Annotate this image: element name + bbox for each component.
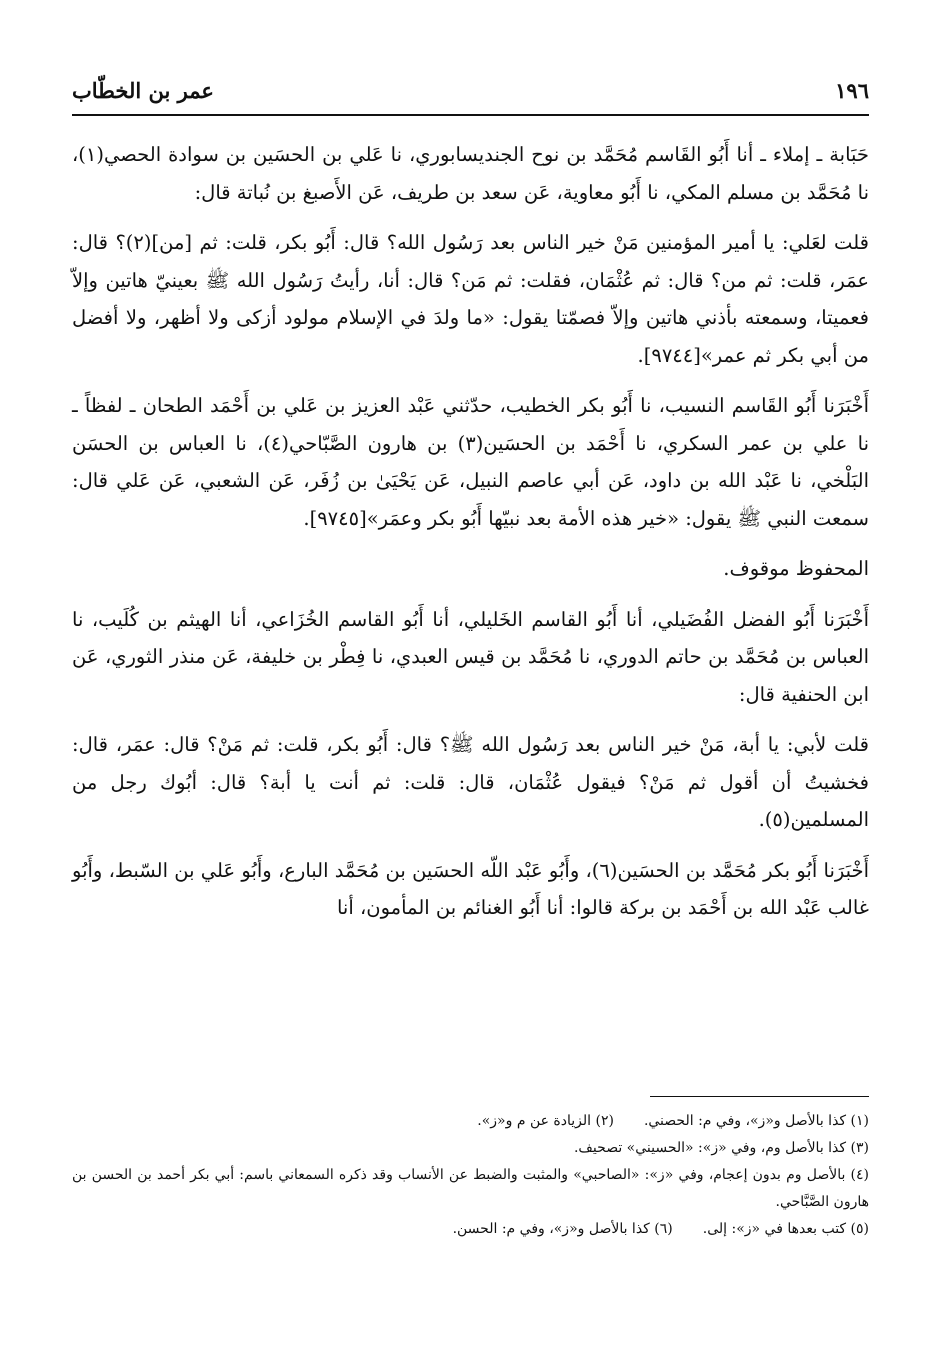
- paragraph-5: أَخْبَرَنا أَبُو الفضل الفُضَيلي، أنا أَبُو القاسم الخَليلي، أنا أَبُو القاسم الخُزَاعي، أنا الهيثم بن كُلَيب، نا العباس بن مُحَمَّد بن حاتم الدوري، نا مُحَمَّد بن قيس العبدي، نا فِطْر بن خليفة، عَن منذر الثوري، عَن ابن الحنفية قال:: [72, 607, 869, 706]
- paragraph-6: قلت لأبي: يا أبة، مَنْ خير الناس بعد رَسُول الله ﷺ؟ قال: أَبُو بكر، قلت: ثم مَنْ؟ قال: عمَر، قال: فخشيتُ أن أقول ثم مَنْ؟ فيقول عُثْمَان، قال: قلت: ثم أنت يا أبة؟ قال: أبُوك رجل من المسلمين(٥).: [72, 733, 869, 831]
- footnote-row: [72, 1162, 869, 1216]
- footnote-4: (٤) بالأصل وم بدون إعجام، وفي «ز»: «الصاحبي» والمثبت والضبط عن الأنساب وقد ذكره السمعاني باسم: أبي بكر أحمد بن الحسن بن هارون الصَّبَّاحي.: [72, 1167, 869, 1210]
- footnote-row: [72, 1135, 869, 1162]
- paragraph-3: أَخْبَرَنا أَبُو القَاسم النسيب، نا أَبُو بكر الخطيب، حدّثني عَبْد العزيز بن عَلي بن أَحْمَد الطحان ـ لفظاً ـ نا علي بن عمر السكري، نا أَحْمَد بن الحسَين(٣) بن هارون الصَّبّاحي(٤)، نا العباس بن الحسَن البَلْخي، نا عَبْد الله بن داود، عَن أبي عاصم النبيل، عَن يَحْيَىٰ بن زُفَر، عَن الشعبي، عَن عَلي قال: سمعت النبي ﷺ يقول: «خير هذه الأمة بعد نبيّها أَبُو بكر وعمَر»[٩٧٤٥].: [72, 394, 869, 530]
- footnote-row: [72, 1108, 869, 1135]
- page-header: [72, 70, 869, 110]
- header-divider: [72, 114, 869, 116]
- footnote-6: (٦) كذا بالأصل و«ز»، وفي م: الحسن.: [452, 1221, 673, 1237]
- running-title: عمر بن الخطّاب: [72, 77, 214, 103]
- paragraph-4: المحفوظ موقوف.: [723, 557, 869, 580]
- footnote-2: (٢) الزيادة عن م و«ز».: [477, 1113, 614, 1129]
- footnote-5: (٥) كتب بعدها في «ز»: إلى.: [702, 1221, 869, 1237]
- paragraph-1: حَبَابة ـ إملاء ـ أنا أَبُو القَاسم مُحَمَّد بن نوح الجنديسابوري، نا عَلي بن الحسَين بن سوادة الحصي(١)، نا مُحَمَّد بن مسلم المكي، نا أَبُو معاوية، عَن سعد بن طريف، عَن الأَصبغ بن نُباتة قال:: [72, 143, 869, 204]
- footnote-divider: [650, 1096, 869, 1097]
- page-number: ١٩٦: [835, 77, 869, 103]
- footnote-row: [72, 1216, 869, 1243]
- footnotes: [72, 1108, 869, 1243]
- footnote-1: (١) كذا بالأصل و«ز»، وفي م: الحصني.: [643, 1113, 869, 1129]
- paragraph-7: أَخْبَرَنا أَبُو بكر مُحَمَّد بن الحسَين(٦)، وأَبُو عَبْد اللّه الحسَين بن مُحَمَّد البارع، وأَبُو عَلي بن السّبط، وأَبُو غالب عَبْد الله بن أَحْمَد بن بركة قالوا: أنا أَبُو الغنائم بن المأمون، أنا: [72, 858, 869, 919]
- paragraph-2: قلت لعَلي: يا أمير المؤمنين مَنْ خير الناس بعد رَسُول الله؟ قال: أَبُو بكر، قلت: ثم [من](٢)؟ قال: عمَر، قلت: ثم من؟ قال: ثم عُثْمَان، فقلت: ثم مَن؟ قال: أنا، رأيتُ رَسُول الله ﷺ بعينيّ هاتين وإلاّ فعميتا، وسمعته بأذني هاتين وإلاّ فصمّتا يقول: «ما ولدَ في الإسلام مولود أزكى ولا أظهر، ولا أفضل من أبي بكر ثم عمر»[٩٧٤٤].: [72, 231, 869, 367]
- main-text: [72, 136, 869, 940]
- footnote-3: (٣) كذا بالأصل وم، وفي «ز»: «الحسيني» تصحيف.: [573, 1140, 869, 1156]
